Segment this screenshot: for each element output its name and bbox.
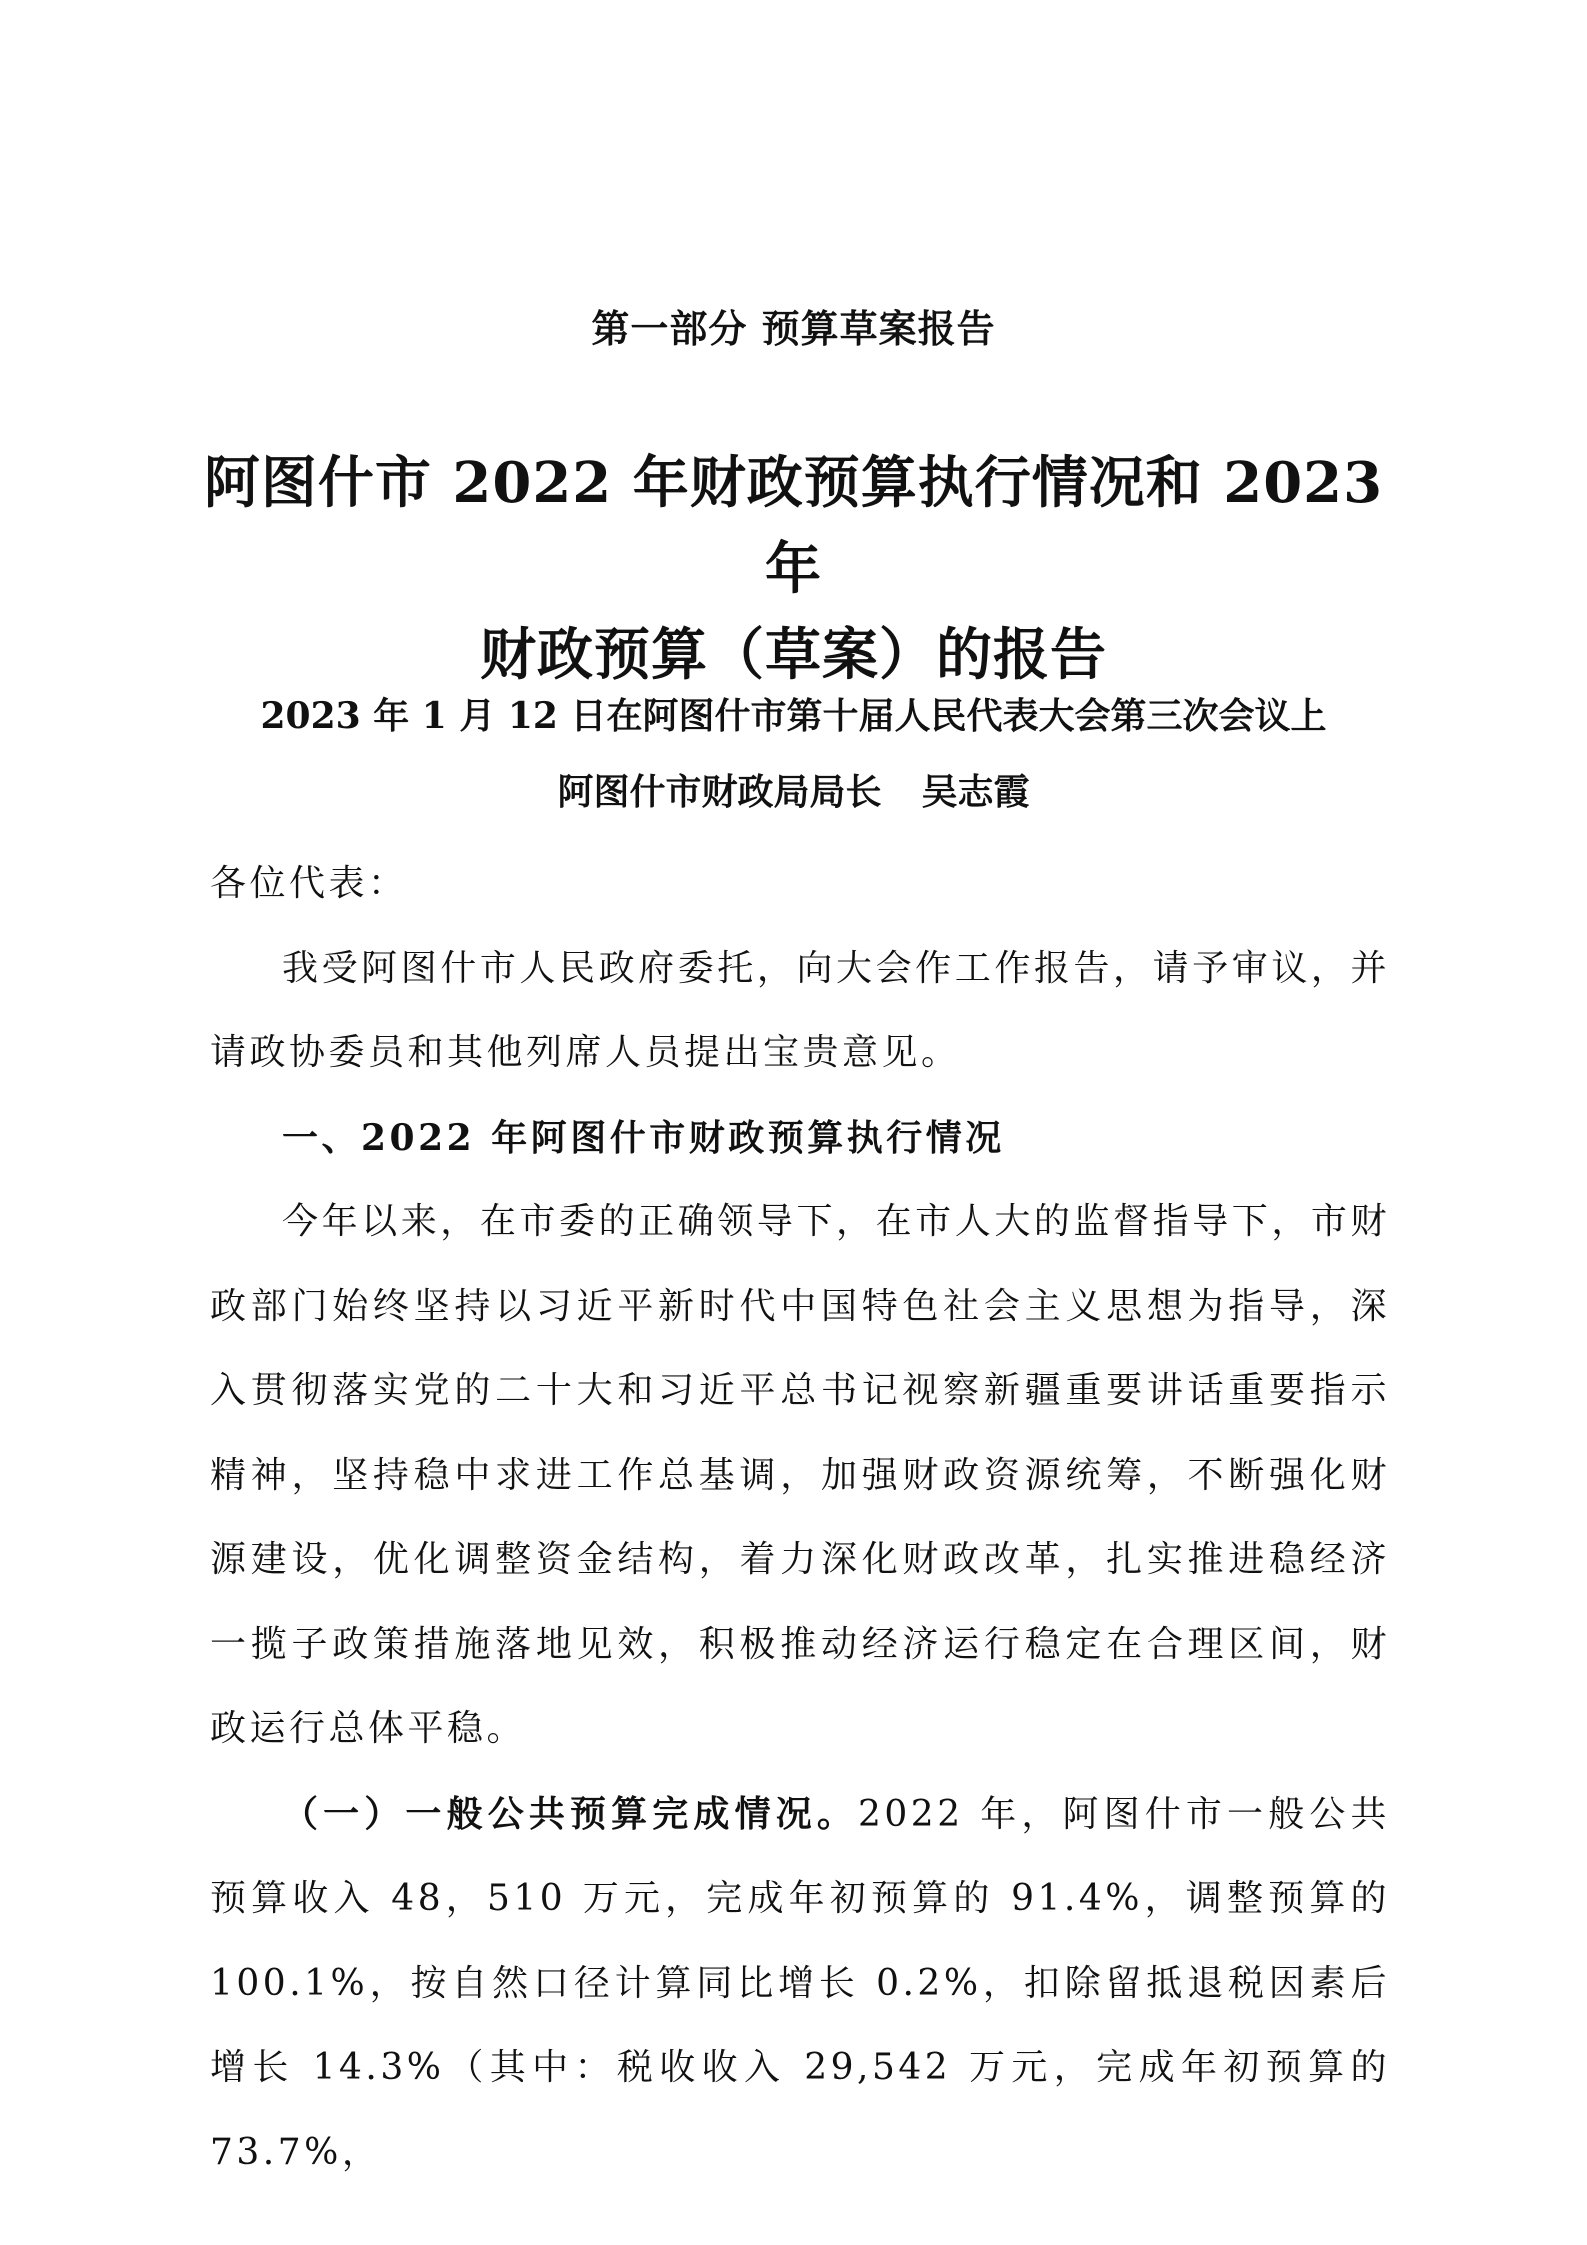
subheading-general-budget: （一）一般公共预算完成情况。 [282, 1792, 858, 1835]
paragraph-general-budget [210, 1772, 1390, 2196]
report-title [200, 440, 1387, 698]
section-heading: 第一部分 预算草案报告 [591, 307, 996, 351]
report-title-line-1: 阿图什市 2022 年财政预算执行情况和 2023 年 [203, 450, 1384, 602]
report-body [210, 842, 1390, 2195]
speaker-line [200, 764, 1387, 815]
meeting-line: 2023 年 1 月 12 日在阿图什市第十届人民代表大会第三次会议上 [260, 695, 1327, 737]
heading-section-1: 一、2022 年阿图什市财政预算执行情况 [282, 1116, 1005, 1159]
paragraph-overview: 今年以来，在市委的正确领导下，在市人大的监督指导下，市财政部门始终坚持以习近平新时代中国特色社会主义思想为指导，深入贯彻落实党的二十大和习近平总书记视察新疆重要讲话重要指示精神，坚持稳中求进工作总基调，加强财政资源统筹，不断强化财源建设，优化调整资金结构，着力深化财政改革，扎实推进稳经济一揽子政策措施落地见效，积极推动经济运行稳定在合理区间，财政运行总体平稳。 [210, 1201, 1390, 1749]
general-budget-text: 2022 年，阿图什市一般公共预算收入 48，510 万元，完成年初预算的 91.4%，调整预算的 100.1%，按自然口径计算同比增长 0.2%，扣除留抵退税因素后增长 14.3%（其中：税收收入 29,542 万元，完成年初预算的 73.7%， [210, 1793, 1390, 2173]
salutation: 各位代表： [210, 863, 408, 904]
speaker-name: 吴志霞 [921, 771, 1030, 813]
intro-paragraph: 我受阿图什市人民政府委托，向大会作工作报告，请予审议，并请政协委员和其他列席人员提出宝贵意见。 [210, 947, 1390, 1073]
report-title-line-2: 财政预算（草案）的报告 [480, 622, 1107, 688]
speaker-title: 阿图什市财政局局长 [557, 771, 882, 813]
